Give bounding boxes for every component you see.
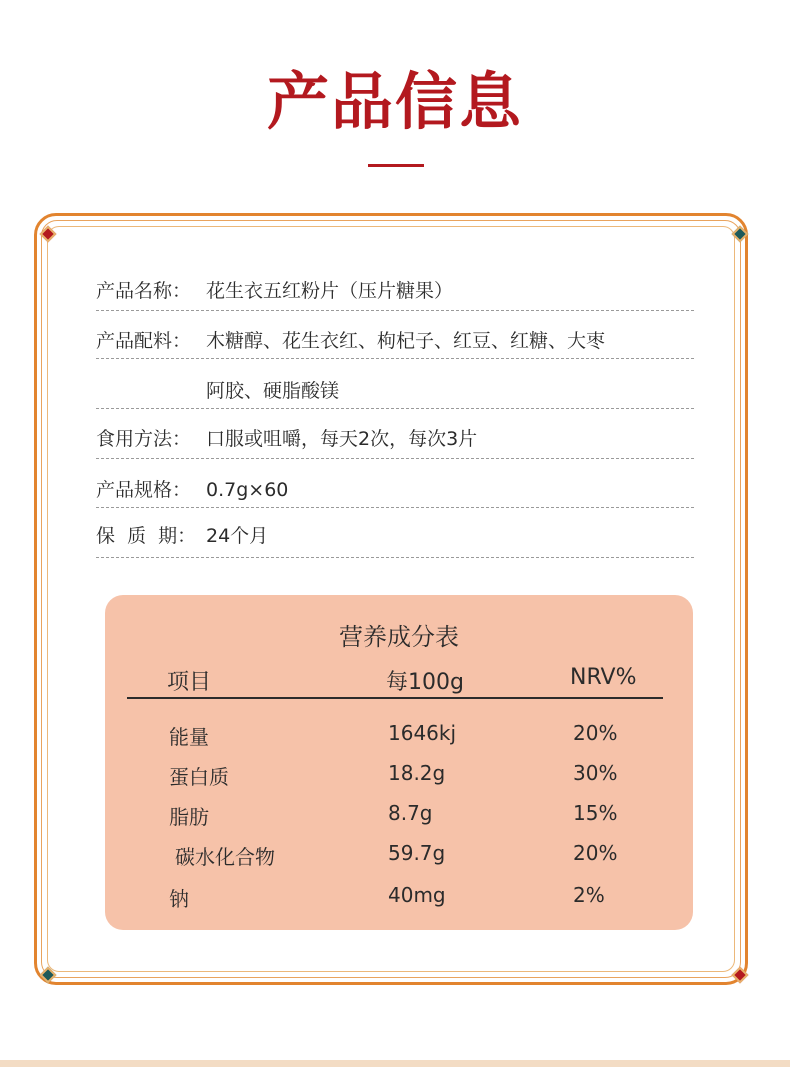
info-label-usage: 食用方法： (96, 428, 192, 450)
nutrition-cell-item: 脂肪 (169, 805, 209, 829)
nutrition-header-rule (127, 697, 663, 699)
info-value-spec: 0.7g×60 (206, 479, 289, 501)
divider-line (96, 408, 694, 409)
nutrition-cell-per100g: 18.2g (388, 761, 446, 785)
nutrition-table (105, 595, 693, 930)
info-value-name: 花生衣五红粉片（压片糖果） (206, 280, 454, 302)
nutrition-title: 营养成分表 (339, 623, 459, 651)
nutrition-cell-nrv: 30% (573, 761, 618, 785)
info-value-shelf-life: 24个月 (206, 525, 269, 547)
nutrition-cell-item: 碳水化合物 (175, 845, 275, 869)
info-row-ingredients-cont (96, 378, 694, 404)
nutrition-cell-per100g: 1646kj (388, 721, 457, 745)
nutrition-cell-item: 能量 (169, 725, 209, 749)
info-row-usage (96, 426, 694, 452)
info-row-ingredients (96, 328, 694, 354)
info-row-name (96, 278, 694, 304)
nutrition-header-per100g: 每100g (386, 670, 464, 695)
nutrition-cell-per100g: 40mg (388, 883, 446, 907)
info-row-spec (96, 477, 694, 503)
info-label-ingredients: 产品配料： (96, 330, 192, 352)
divider-line (96, 458, 694, 459)
info-label-shelf-life: 保 质 期： (96, 525, 197, 547)
nutrition-cell-nrv: 20% (573, 721, 618, 745)
divider-line (96, 358, 694, 359)
nutrition-cell-item: 蛋白质 (169, 765, 229, 789)
info-row-shelf-life (96, 523, 694, 549)
nutrition-cell-nrv: 15% (573, 801, 618, 825)
info-label-name: 产品名称： (96, 280, 192, 302)
nutrition-header-item: 项目 (167, 670, 212, 695)
divider-line (96, 507, 694, 508)
divider-line (96, 557, 694, 558)
nutrition-cell-nrv: 2% (573, 883, 605, 907)
bottom-decorative-band (0, 1060, 790, 1067)
nutrition-cell-per100g: 59.7g (388, 841, 446, 865)
info-value-ingredients-line2: 阿胶、硬脂酸镁 (206, 380, 340, 402)
divider-line (96, 310, 694, 311)
title-underline (368, 164, 424, 167)
info-value-usage: 口服或咀嚼，每天2次，每次3片 (206, 428, 478, 450)
nutrition-cell-nrv: 20% (573, 841, 618, 865)
info-label-spec: 产品规格： (96, 479, 192, 501)
nutrition-cell-per100g: 8.7g (388, 801, 433, 825)
nutrition-cell-item: 钠 (169, 887, 189, 911)
nutrition-header-nrv: NRV% (570, 665, 637, 690)
info-value-ingredients-line1: 木糖醇、花生衣红、枸杞子、红豆、红糖、大枣 (206, 330, 606, 352)
page-title: 产品信息 (266, 65, 523, 138)
